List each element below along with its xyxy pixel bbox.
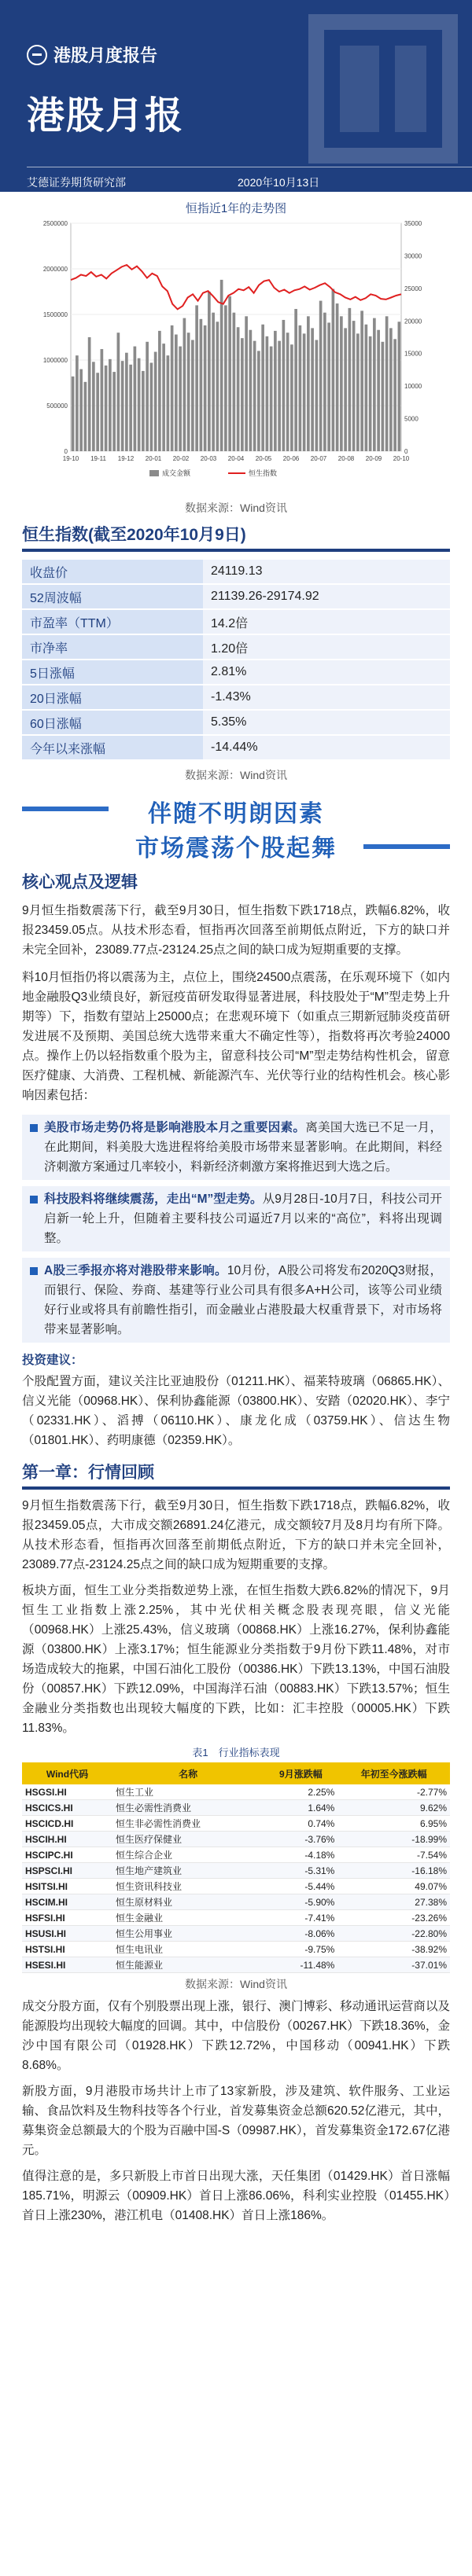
volume-bar <box>385 316 389 451</box>
legend-volume-swatch <box>149 470 159 476</box>
table-cell: 恒生综合企业 <box>112 1847 264 1863</box>
volume-bar <box>340 316 343 451</box>
volume-bar <box>274 331 277 451</box>
volume-bar <box>332 289 335 451</box>
chapter-1-heading: 第一章：行情回顾 <box>22 1464 154 1482</box>
volume-bar <box>72 377 75 451</box>
table-cell: -23.26% <box>337 1910 450 1926</box>
index-source: 数据来源：Wind资讯 <box>185 769 287 781</box>
volume-bar <box>290 344 293 451</box>
table-cell: -8.06% <box>264 1926 337 1942</box>
volume-bar <box>179 347 182 451</box>
volume-bar <box>356 333 360 451</box>
left-tick-label: 2500000 <box>42 220 68 227</box>
hsi-chart <box>31 215 441 498</box>
brand-text: 港股月度报告 <box>53 46 158 65</box>
volume-bar <box>101 349 104 451</box>
left-tick-label: 2000000 <box>42 266 68 273</box>
x-tick-label: 20-09 <box>365 455 382 462</box>
table-cell: 恒生原材料业 <box>112 1894 264 1910</box>
chapter-1-paragraph-3: 成交分股方面，仅有个别股票出现上涨，银行、澳门博彩、移动通讯运营商以及能源股均出现较大幅度的回调。其中，中信股份（00267.HK）下跌18.36%，金沙中国有限公司（01928.HK）下跌12.72%，中国移动（00941.HK）下跌8.68%。 <box>22 2000 450 2072</box>
table-header-cell: 9月涨跌幅 <box>264 1762 337 1784</box>
volume-bar <box>167 355 170 451</box>
volume-bar <box>134 347 137 451</box>
table-cell: 9.62% <box>337 1800 450 1816</box>
table-cell: HSCIPC.HI <box>22 1847 112 1863</box>
index-row <box>22 560 450 584</box>
table-cell: 恒生地产建筑业 <box>112 1863 264 1879</box>
chapter-1-paragraph-1: 9月恒生指数震荡下行，截至9月30日，恒生指数下跌1718点，跌幅6.82%，收报23459.05点，大市成交额26891.24亿港元，成交额较7月及8月均有所下降。从技术形态看，恒指再次回落至前期低点附近，下方的缺口并未完全回补，23089.77点-23124.25点之间的缺口成为短期重要的支撑。 <box>22 1499 450 1571</box>
volume-bar <box>117 333 120 451</box>
volume-bar <box>266 336 269 451</box>
volume-bar <box>249 330 253 451</box>
table-row <box>22 1910 450 1926</box>
volume-bar <box>307 316 310 451</box>
left-tick-label: 1000000 <box>42 357 68 364</box>
index-value: 21139.26-29174.92 <box>203 584 450 609</box>
legend-hsi-label: 恒生指数 <box>249 469 278 477</box>
volume-bar <box>319 301 323 451</box>
volume-bar <box>393 339 396 451</box>
table-cell: -9.75% <box>264 1942 337 1957</box>
chart-title: 恒指近1年的走势图 <box>185 202 287 215</box>
eddid-logo-watermark <box>308 14 458 164</box>
volume-bar <box>228 296 231 451</box>
index-row <box>22 735 450 760</box>
table-cell: 0.74% <box>264 1816 337 1832</box>
table-row <box>22 1800 450 1816</box>
index-key: 52周波幅 <box>22 584 203 609</box>
table-cell: 27.38% <box>337 1894 450 1910</box>
volume-bar <box>204 325 207 451</box>
index-row <box>22 685 450 710</box>
x-tick-label: 19-12 <box>117 455 135 462</box>
volume-bar <box>352 321 356 451</box>
volume-bar <box>79 369 83 451</box>
volume-bar <box>171 325 174 451</box>
volume-bar <box>142 371 145 451</box>
volume-bar <box>129 365 132 451</box>
left-tick-label: 500000 <box>46 402 68 410</box>
index-row <box>22 584 450 609</box>
right-tick-label: 10000 <box>404 383 422 391</box>
volume-bar <box>138 358 141 451</box>
index-value: -1.43% <box>203 685 450 710</box>
table-1-source: 数据来源：Wind资讯 <box>185 1978 287 1990</box>
chapter-1-paragraph-5: 值得注意的是，多只新股上市首日出现大涨，天任集团（01429.HK）首日涨幅185.71%，明源云（00909.HK）首日上涨86.06%，科利实业控股（01455.HK）首日上涨230%，港江机电（01408.HK）首日上涨186%。 <box>22 2170 450 2222</box>
table-cell: 恒生电讯业 <box>112 1942 264 1957</box>
table-cell: -5.44% <box>264 1879 337 1894</box>
advice-label: 投资建议： <box>22 1354 83 1367</box>
table-cell: HSCICS.HI <box>22 1800 112 1816</box>
table-cell: -7.54% <box>337 1847 450 1863</box>
table-cell: -22.80% <box>337 1926 450 1942</box>
x-tick-label: 20-02 <box>172 455 190 462</box>
volume-bar <box>382 342 385 451</box>
table-cell: HSPSCI.HI <box>22 1863 112 1879</box>
volume-bar <box>109 359 112 451</box>
volume-bar <box>187 333 190 451</box>
volume-bar <box>373 318 376 451</box>
volume-bar <box>162 344 165 451</box>
table-cell: -37.01% <box>337 1957 450 1973</box>
left-tick-label: 1500000 <box>42 311 68 318</box>
hsi-chart-section <box>0 192 472 522</box>
volume-bar <box>336 303 339 451</box>
hsi-line <box>71 265 401 309</box>
volume-bar <box>311 328 314 451</box>
volume-bar <box>183 318 186 451</box>
index-key: 60日涨幅 <box>22 710 203 735</box>
table-1-title: 表1 行业指标表现 <box>192 1747 280 1758</box>
table-cell: 恒生必需性消费业 <box>112 1800 264 1816</box>
volume-bar <box>286 333 289 451</box>
index-key: 今年以来涨幅 <box>22 735 203 760</box>
table-cell: -38.92% <box>337 1942 450 1957</box>
volume-bar <box>389 328 393 451</box>
volume-bar <box>365 325 368 451</box>
right-tick-label: 30000 <box>404 252 422 260</box>
x-tick-label: 19-10 <box>62 455 79 462</box>
volume-bar <box>377 330 380 451</box>
volume-bar <box>125 353 128 451</box>
table-row <box>22 1957 450 1973</box>
legend-volume-label: 成交金额 <box>162 469 191 477</box>
index-row <box>22 710 450 735</box>
right-tick-label: 20000 <box>404 318 422 325</box>
table-cell: -5.90% <box>264 1894 337 1910</box>
theme-line-1: 伴随不明朗因素 <box>148 801 324 827</box>
volume-bar <box>208 292 211 451</box>
theme-banner <box>0 783 472 871</box>
volume-bar <box>237 327 240 451</box>
table-row <box>22 1942 450 1957</box>
volume-bar <box>299 325 302 451</box>
table-row <box>22 1832 450 1847</box>
volume-bar <box>270 347 273 451</box>
right-tick-label: 35000 <box>404 220 422 227</box>
index-row <box>22 634 450 660</box>
eddid-logo-icon <box>27 45 47 65</box>
core-bullet-3 <box>22 1258 450 1343</box>
volume-bar <box>348 308 352 451</box>
table-cell: -3.76% <box>264 1832 337 1847</box>
index-table <box>22 560 450 761</box>
volume-bar <box>261 325 264 451</box>
x-tick-label: 19-11 <box>90 455 106 462</box>
table-row <box>22 1879 450 1894</box>
table-cell: -4.18% <box>264 1847 337 1863</box>
index-value: 1.20倍 <box>203 634 450 660</box>
volume-bar <box>84 382 87 451</box>
table-cell: 6.95% <box>337 1816 450 1832</box>
index-value: 24119.13 <box>203 560 450 584</box>
index-value: 14.2倍 <box>203 609 450 634</box>
volume-bar <box>257 351 260 451</box>
right-tick-label: 5000 <box>404 415 419 423</box>
page-title: 港股月报 <box>27 95 185 137</box>
table-cell: -11.48% <box>264 1957 337 1973</box>
table-cell: -5.31% <box>264 1863 337 1879</box>
volume-bar <box>294 309 297 451</box>
index-row <box>22 660 450 685</box>
table-header-cell: 年初至今涨跌幅 <box>337 1762 450 1784</box>
volume-bar <box>278 341 281 451</box>
volume-bar <box>245 316 248 451</box>
volume-bar <box>175 335 178 451</box>
bullet-1-lead: 美股市场走势仍将是影响港股本月之重要因素。 <box>44 1121 306 1134</box>
x-tick-label: 20-04 <box>227 455 245 462</box>
volume-bar <box>212 313 215 451</box>
index-key: 市净率 <box>22 634 203 660</box>
x-tick-label: 20-05 <box>255 455 272 462</box>
core-bullet-2 <box>22 1186 450 1251</box>
table-cell: HSGSI.HI <box>22 1784 112 1800</box>
table-cell: 恒生资讯科技业 <box>112 1879 264 1894</box>
volume-bar <box>241 338 244 451</box>
volume-bar <box>76 355 79 451</box>
chapter-1-paragraph-4: 新股方面，9月港股市场共计上市了13家新股，涉及建筑、软件服务、工业运输、食品饮料及生物科技等各个行业，首发募集资金总额620.52亿港元，其中，募集资金总额最大的个股为百融中国-S（09987.HK），首发募集资金172.67亿港元。 <box>22 2085 450 2157</box>
table-row <box>22 1894 450 1910</box>
volume-bar <box>344 328 347 451</box>
table-row <box>22 1926 450 1942</box>
table-cell: 恒生能源业 <box>112 1957 264 1973</box>
volume-bar <box>112 372 116 451</box>
table-cell: 2.25% <box>264 1784 337 1800</box>
table-cell: 49.07% <box>337 1879 450 1894</box>
table-row <box>22 1784 450 1800</box>
table-cell: HSITSI.HI <box>22 1879 112 1894</box>
sector-performance-table <box>22 1762 450 1973</box>
x-tick-label: 20-08 <box>337 455 355 462</box>
right-tick-label: 0 <box>404 448 408 455</box>
volume-bar <box>154 352 157 451</box>
core-paragraph-1: 9月恒生指数震荡下行，截至9月30日，恒生指数下跌1718点，跌幅6.82%，收报23459.05点。从技术形态看，恒指再次回落至前期低点附近，下方的缺口并未完全回补，23089.77点-23124.25点之间的缺口成为短期重要的支撑。 <box>22 904 450 957</box>
bullet-2-lead: 科技股料将继续震荡，走出“M”型走势。 <box>44 1192 263 1206</box>
volume-bar <box>233 313 236 451</box>
table-cell: -18.99% <box>337 1832 450 1847</box>
right-tick-label: 25000 <box>404 285 422 292</box>
volume-bar <box>315 340 319 451</box>
index-value: 2.81% <box>203 660 450 685</box>
table-cell: 1.64% <box>264 1800 337 1816</box>
table-cell: -2.77% <box>337 1784 450 1800</box>
table-cell: HSCICD.HI <box>22 1816 112 1832</box>
plot-area <box>71 223 401 451</box>
volume-bar <box>200 319 203 451</box>
core-paragraph-2: 料10月恒指仍将以震荡为主，点位上，围绕24500点震荡，在乐观环境下（如内地金融股Q3业绩良好，新冠疫苗研发取得显著进展，科技股处于“M”型走势上升期等）下，指数有望站上25000点；在悲观环境下（如重点三期新冠肺炎疫苗研发进展不及预期、美国总统大选带来重大不确定性等），指数将再次考验24000点。操作上仍以轻指数重个股为主，留意科技公司“M”型走势结构性机会，留意医疗健康、大消费、工程机械、新能源汽车、光伏等行业的结构性机会。核心影响因素包括： <box>22 971 450 1102</box>
volume-bar <box>92 362 95 451</box>
bullet-3-lead: A股三季报亦将对港股带来影响。 <box>44 1264 227 1277</box>
table-cell: HSESI.HI <box>22 1957 112 1973</box>
volume-bar <box>220 280 223 451</box>
volume-bar <box>398 322 401 451</box>
bullet-3-text: 10月份，A股公司将发布2020Q3财报，而银行、保险、券商、基建等行业公司具有很多A+H公司，该等公司业绩好行业或将具有前瞻性指引，而金融业占港股最大权重背景下，对市场将带来显著影响。 <box>44 1264 442 1336</box>
report-date: 2020年10月13日 <box>238 176 320 189</box>
volume-bar <box>323 313 326 451</box>
x-tick-label: 20-07 <box>310 455 327 462</box>
volume-bar <box>360 311 363 451</box>
table-cell: HSCIH.HI <box>22 1832 112 1847</box>
table-cell: -16.18% <box>337 1863 450 1879</box>
advice-text: 个股配置方面，建议关注比亚迪股份（01211.HK）、福莱特玻璃（06865.HK）、信义光能（00968.HK）、保利协鑫能源（03800.HK）、安踏（02020.HK）、李宁（02331.HK）、滔搏（06110.HK）、康龙化成（03759.HK）、信达生物（01801.HK）、药明康德（02359.HK）。 <box>22 1375 450 1447</box>
volume-bar <box>158 331 161 451</box>
volume-bar <box>195 305 198 451</box>
table-header-cell: Wind代码 <box>22 1762 112 1784</box>
table-cell: 恒生公用事业 <box>112 1926 264 1942</box>
report-header <box>0 0 472 192</box>
table-cell: HSUSI.HI <box>22 1926 112 1942</box>
x-tick-label: 20-06 <box>282 455 300 462</box>
table-cell: 恒生非必需性消费业 <box>112 1816 264 1832</box>
volume-bar <box>216 322 219 451</box>
bullet-2-text: 从9月28日-10月7日，科技公司开启新一轮上升，但随着主要科技公司逼近7月以来的“高位”，料将出现调整。 <box>44 1192 442 1245</box>
chapter-1-heading-bar <box>22 1460 450 1490</box>
right-tick-label: 15000 <box>404 350 422 358</box>
volume-bar <box>282 320 286 451</box>
table-row <box>22 1816 450 1832</box>
x-tick-label: 20-01 <box>145 455 162 462</box>
index-key: 市盈率（TTM） <box>22 609 203 634</box>
volume-bar <box>191 340 194 451</box>
volume-bar <box>369 336 372 451</box>
index-value: -14.44% <box>203 735 450 760</box>
core-bullet-1 <box>22 1115 450 1180</box>
volume-bar <box>253 341 256 451</box>
theme-line-2: 市场震荡个股起舞 <box>135 836 337 862</box>
core-heading: 核心观点及逻辑 <box>22 873 138 891</box>
org-name: 艾德证券期货研究部 <box>27 176 126 189</box>
table-cell: -7.41% <box>264 1910 337 1926</box>
table-row <box>22 1863 450 1879</box>
table-cell: HSTSI.HI <box>22 1942 112 1957</box>
index-value: 5.35% <box>203 710 450 735</box>
index-key: 20日涨幅 <box>22 685 203 710</box>
x-tick-label: 20-10 <box>393 455 410 462</box>
volume-bar <box>88 337 91 451</box>
report-brand <box>27 42 157 67</box>
chapter-1-paragraph-2: 板块方面，恒生工业分类指数逆势上涨，在恒生指数大跌6.82%的情况下，9月恒生工业指数上涨2.25%，其中光伏相关概念股表现亮眼，信义光能（00968.HK）上涨25.43%，信义玻璃（00868.HK）上涨16.27%，保利协鑫能源（03800.HK）上涨3.17%；恒生能源业分类指数于9月份下跌11.48%，对市场造成较大的拖累，中国石油化工股份（00386.HK）下跌13.13%，中国石油股份（00857.HK）下跌12.09%，中国海洋石油（00883.HK）下跌13.57%；恒生金融业分类指数也出现较大幅度的下跌，比如：汇丰控股（00005.HK）下跌11.83%。 <box>22 1584 450 1735</box>
volume-bar <box>105 366 108 451</box>
volume-bar <box>146 342 149 451</box>
index-row <box>22 609 450 634</box>
index-heading: 恒生指数(截至2020年10月9日) <box>22 526 246 544</box>
left-tick-label: 0 <box>64 448 68 455</box>
table-cell: 恒生医疗保健业 <box>112 1832 264 1847</box>
index-key: 5日涨幅 <box>22 660 203 685</box>
table-cell: 恒生金融业 <box>112 1910 264 1926</box>
volume-bar <box>224 305 227 451</box>
volume-bar <box>327 322 330 451</box>
chart-source: 数据来源：Wind资讯 <box>185 502 287 514</box>
table-row <box>22 1847 450 1863</box>
x-tick-label: 20-03 <box>200 455 217 462</box>
volume-bar <box>303 333 306 451</box>
table-header-cell: 名称 <box>112 1762 264 1784</box>
index-heading-bar <box>22 522 450 552</box>
volume-bar <box>150 362 153 451</box>
table-cell: 恒生工业 <box>112 1784 264 1800</box>
index-key: 收盘价 <box>22 560 203 584</box>
volume-bar <box>121 361 124 451</box>
table-cell: HSFSI.HI <box>22 1910 112 1926</box>
bullet-1-text: 离美国大选已不足一月，在此期间，料美股大选进程将给美股市场带来显著影响。在此期间，料经济刺激方案通过几率较小，料新经济刺激方案将推迟到大选之后。 <box>44 1121 442 1174</box>
volume-bar <box>96 373 99 451</box>
table-cell: HSCIM.HI <box>22 1894 112 1910</box>
